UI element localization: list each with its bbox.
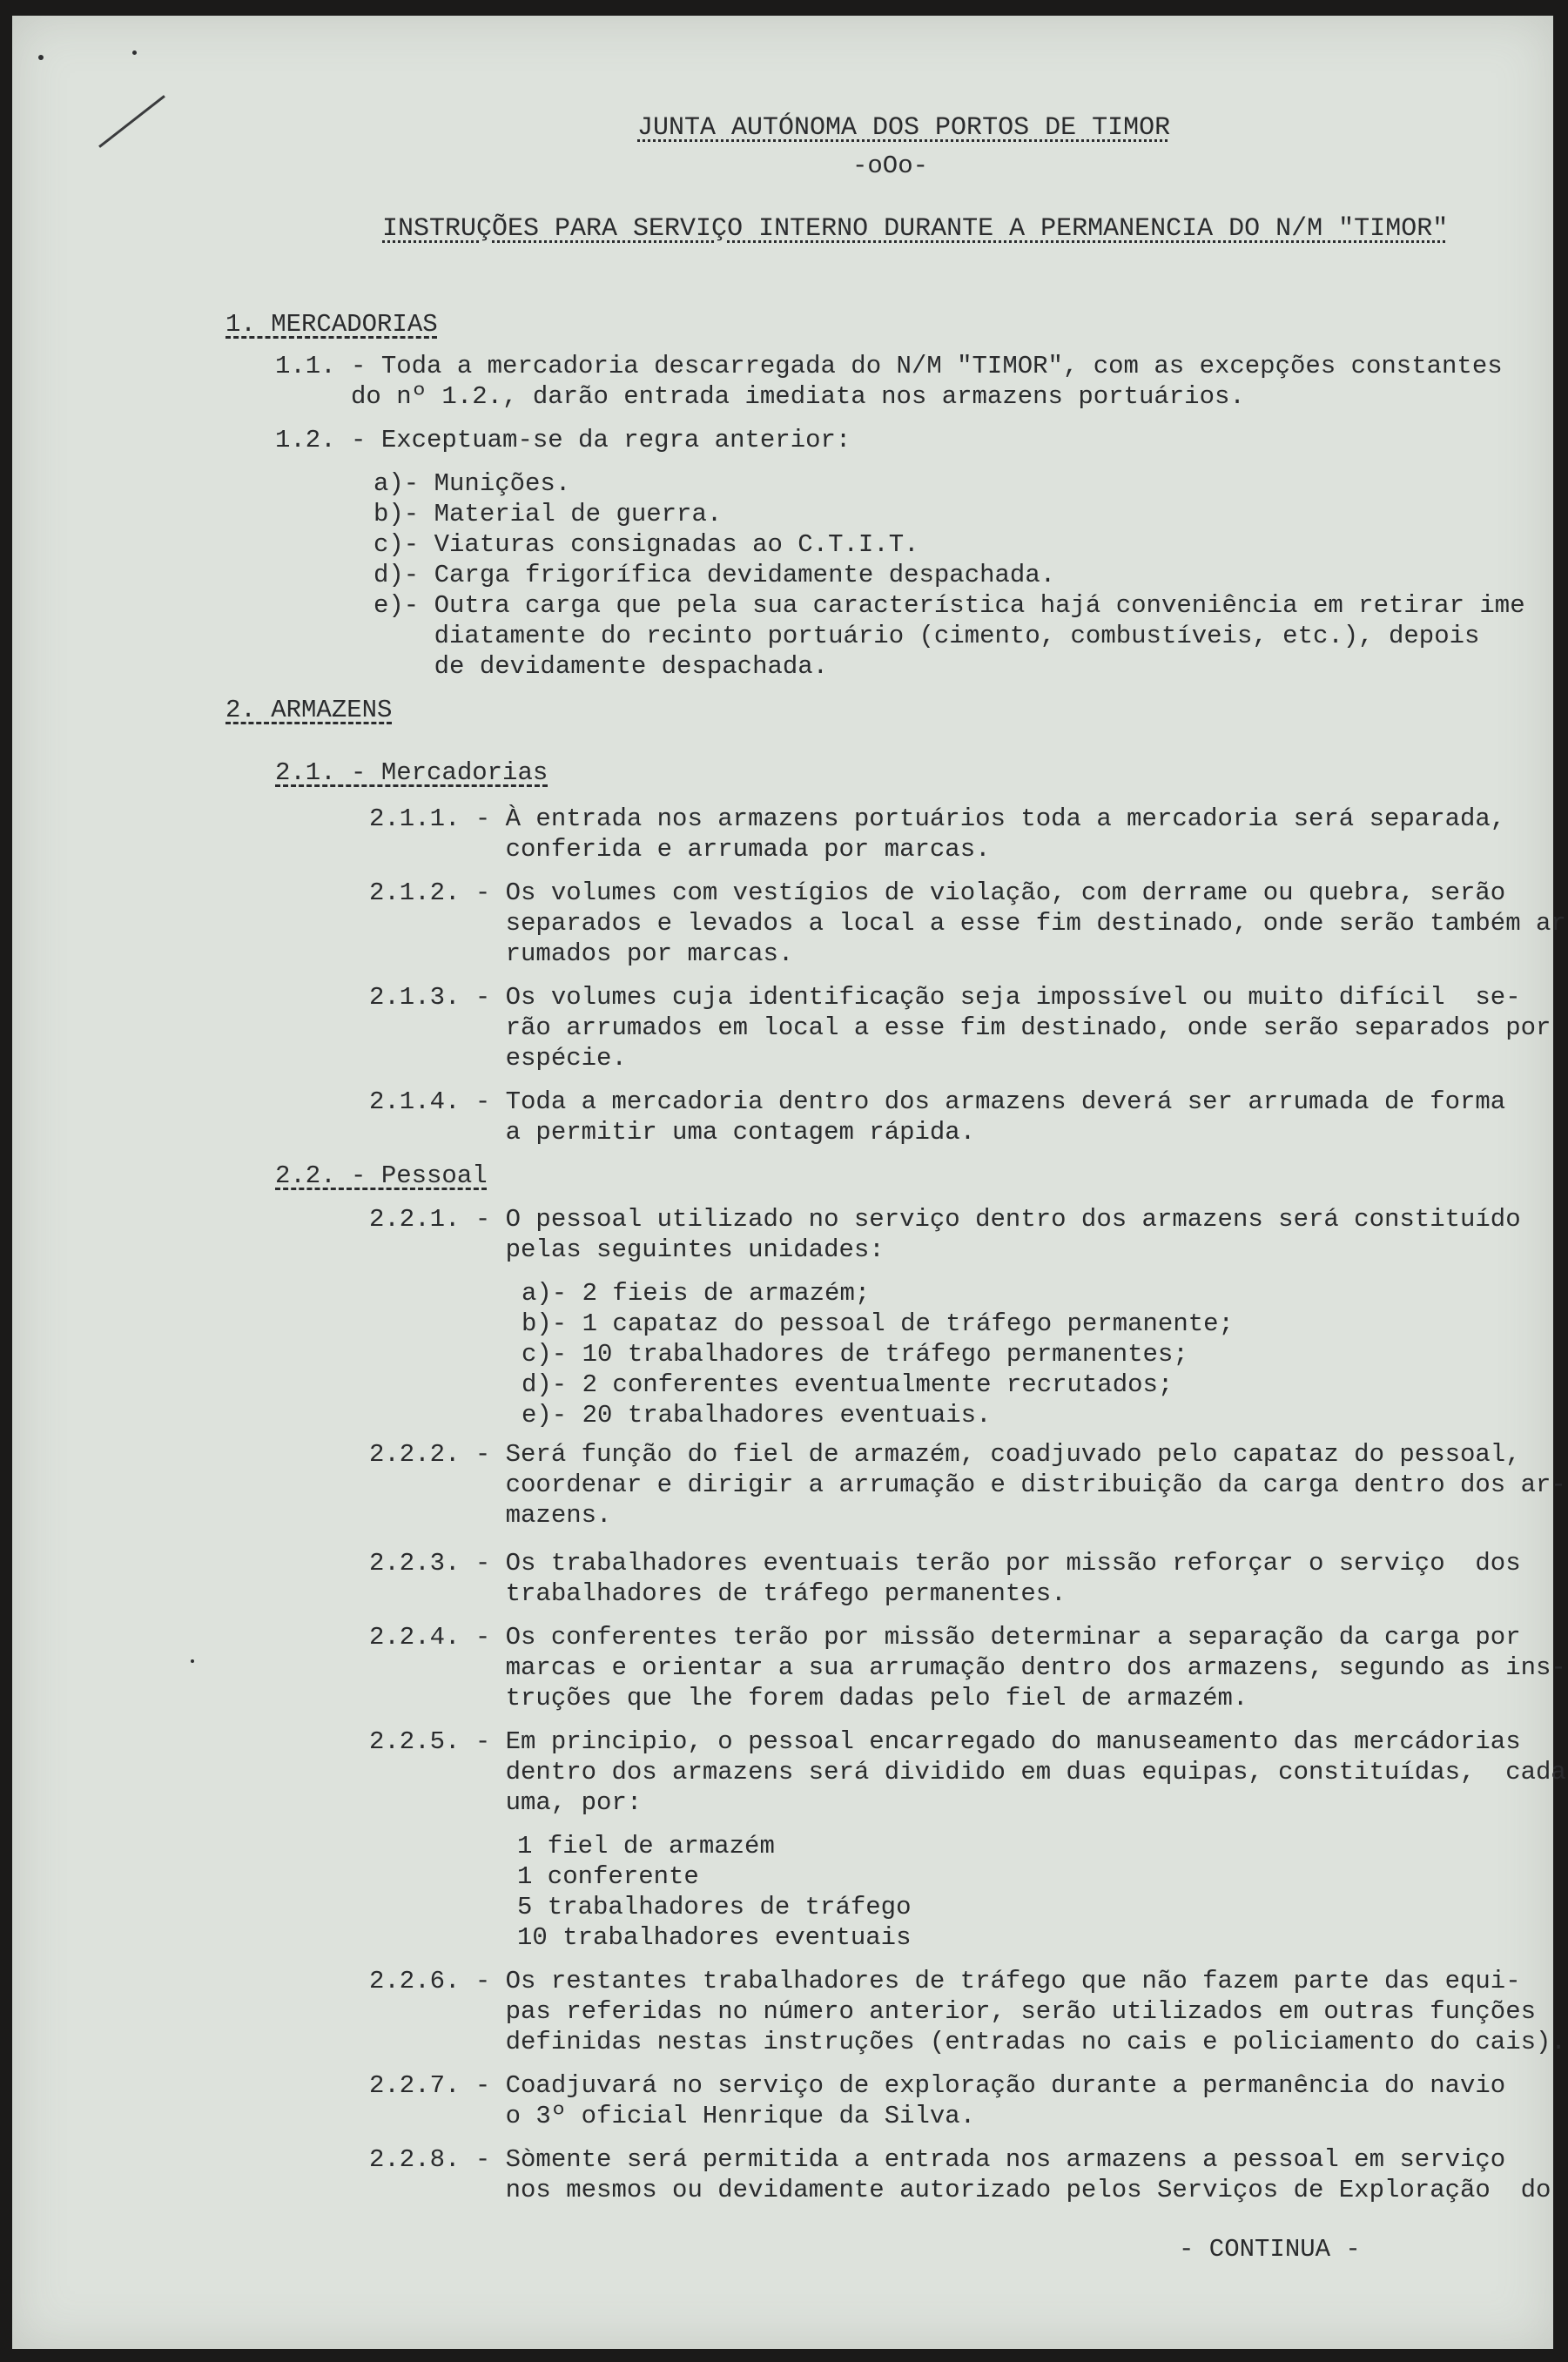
paragraph-2-2-7: 2.2.7. - Coadjuvará no serviço de exploração durante a permanência do navio o 3º oficial Henrique da Silva.	[369, 2071, 1506, 2130]
paragraph-2-2-3: 2.2.3. - Os trabalhadores eventuais terão por missão reforçar o serviço dos trabalhadores de tráfego permanentes.	[369, 1549, 1521, 1608]
paragraph-2-2-8: 2.2.8. - Sòmente será permitida a entrada nos armazens a pessoal em serviço nos mesmos ou devidamente autorizado pelos Serviços de Exploração do	[369, 2145, 1551, 2204]
title-separator: -oOo-	[852, 151, 929, 180]
paragraph-2-2-5: 2.2.5. - Em principio, o pessoal encarregado do manuseamento das mercádorias dentro dos armazens será dividido em duas equipas, constituídas, cada uma, por:	[369, 1727, 1566, 1817]
document-title: JUNTA AUTÓNOMA DOS PORTOS DE TIMOR	[637, 113, 1171, 143]
ink-speck	[191, 1659, 194, 1663]
ink-speck	[132, 50, 137, 55]
paragraph-2-2-2: 2.2.2. - Será função do fiel de armazém, coadjuvado pelo capataz do pessoal, coordenar e dirigir a arrumação e distribuição da carga dentro dos ar- mazens.	[369, 1440, 1566, 1530]
document-page	[12, 16, 1566, 2349]
paragraph-2-1-1: 2.1.1. - À entrada nos armazens portuários toda a mercadoria será separada, conferida e arrumada por marcas.	[369, 804, 1506, 864]
staff-units-list: a)- 2 fieis de armazém; b)- 1 capataz do pessoal de tráfego permanente; c)- 10 trabalhadores de tráfego permanentes; d)- 2 conferentes eventualmente recrutados; e)- 20 trabalhadores eventuais.	[522, 1279, 1234, 1430]
exceptions-list: a)- Munições. b)- Material de guerra. c)- Viaturas consignadas ao C.T.I.T. d)- Carga frigorífica devidamente despachada. e)- Outra carga que pela sua característica hajá conveniência em retirar ime diatamente do recinto portuário (cimento, combustíveis, etc.), depois de devidamente despachada.	[373, 469, 1525, 681]
ink-speck	[38, 55, 44, 60]
section-heading-mercadorias: 1. MERCADORIAS	[225, 310, 438, 339]
subsection-heading-pessoal: 2.2. - Pessoal	[275, 1161, 488, 1190]
paragraph-1-2: 1.2. - Exceptuam-se da regra anterior:	[275, 426, 851, 454]
paragraph-2-2-1: 2.2.1. - O pessoal utilizado no serviço dentro dos armazens será constituído pelas seguintes unidades:	[369, 1205, 1521, 1264]
team-composition-list: 1 fiel de armazém 1 conferente 5 trabalhadores de tráfego 10 trabalhadores eventuais	[517, 1832, 912, 1952]
paragraph-2-2-6: 2.2.6. - Os restantes trabalhadores de tráfego que não fazem parte das equi- pas referidas no número anterior, serão utilizados em outras funções definidas nestas instruções (entradas no cais e policiamento do cais).	[369, 1967, 1566, 2056]
document-subtitle: INSTRUÇÕES PARA SERVIÇO INTERNO DURANTE A PERMANENCIA DO N/M "TIMOR"	[382, 214, 1449, 244]
section-heading-armazens: 2. ARMAZENS	[225, 696, 393, 724]
pencil-mark	[98, 95, 165, 148]
paragraph-1-1: 1.1. - Toda a mercadoria descarregada do N/M "TIMOR", com as excepções constantes do nº 1.2., darão entrada imediata nos armazens portuários.	[275, 352, 1503, 411]
paragraph-2-2-4: 2.2.4. - Os conferentes terão por missão determinar a separação da carga por marcas e orientar a sua arrumação dentro dos armazens, segundo as ins- truções que lhe forem dadas pelo fiel de armazém.	[369, 1623, 1566, 1713]
paragraph-2-1-4: 2.1.4. - Toda a mercadoria dentro dos armazens deverá ser arrumada de forma a permitir uma contagem rápida.	[369, 1087, 1506, 1147]
paragraph-2-1-3: 2.1.3. - Os volumes cuja identificação seja impossível ou muito difícil se- rão arrumados em local a esse fim destinado, onde serão separados por espécie.	[369, 983, 1551, 1073]
subsection-heading-mercadorias: 2.1. - Mercadorias	[275, 758, 548, 787]
paragraph-2-1-2: 2.1.2. - Os volumes com vestígios de violação, com derrame ou quebra, serão separados e levados a local a esse fim destinado, onde serão também ar rumados por marcas.	[369, 878, 1566, 968]
continua-footer: - CONTINUA -	[1179, 2235, 1361, 2264]
